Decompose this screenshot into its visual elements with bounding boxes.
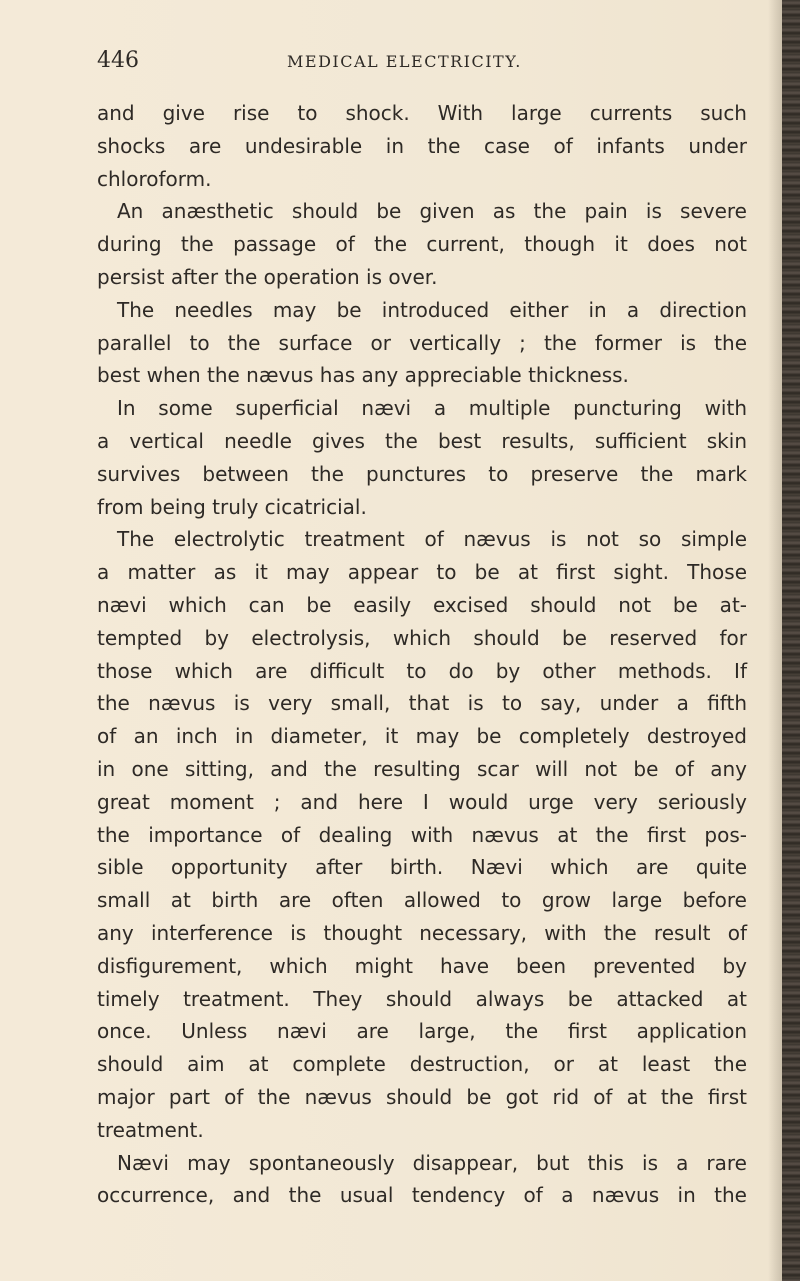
page-header: [97, 48, 747, 88]
text-line: The needles may be introduced either in a direction: [117, 297, 747, 322]
text-line: The electrolytic treatment of nævus is not so simple: [117, 527, 747, 552]
text-line: chloroform.: [97, 166, 212, 191]
text-line: small at birth are often allowed to grow large before: [97, 888, 747, 913]
book-edge: [782, 0, 800, 1281]
text-line: should aim at complete destruction, or at least the: [97, 1052, 747, 1077]
text-line: a matter as it may appear to be at first sight. Those: [97, 560, 747, 585]
text-line: a vertical needle gives the best results, sufficient skin: [97, 428, 747, 453]
text-line: during the passage of the current, though it does not: [97, 232, 747, 257]
text-line: of an inch in diameter, it may be completely destroyed: [97, 724, 747, 749]
text-line: from being truly cicatricial.: [97, 494, 367, 519]
text-line: timely treatment. They should always be attacked at: [97, 986, 747, 1011]
text-line: tempted by electrolysis, which should be reserved for: [97, 625, 747, 650]
text-line: best when the nævus has any appreciable thickness.: [97, 363, 629, 388]
text-line: Nævi may spontaneously disappear, but this is a rare: [117, 1150, 747, 1175]
text-line: the importance of dealing with nævus at the first pos-: [97, 822, 747, 847]
page-number: 446: [97, 48, 139, 73]
text-line: An anæsthetic should be given as the pain is severe: [117, 199, 747, 224]
text-line: the nævus is very small, that is to say, under a fifth: [97, 691, 747, 716]
page-edge-shadow: [768, 0, 782, 1281]
text-line: once. Unless nævi are large, the first application: [97, 1019, 747, 1044]
text-line: in one sitting, and the resulting scar will not be of any: [97, 756, 747, 781]
text-line: major part of the nævus should be got rid of at the first: [97, 1084, 747, 1109]
text-line: and give rise to shock. With large currents such: [97, 101, 747, 125]
text-line: disfigurement, which might have been prevented by: [97, 953, 747, 978]
text-line: survives between the punctures to preserve the mark: [97, 461, 747, 486]
text-line: sible opportunity after birth. Nævi which are quite: [97, 855, 747, 880]
text-line: great moment ; and here I would urge very seriously: [97, 789, 747, 814]
text-line: In some superficial nævi a multiple puncturing with: [117, 396, 747, 421]
running-title: MEDICAL ELECTRICITY.: [287, 52, 522, 71]
body-text: [97, 97, 747, 1212]
text-line: nævi which can be easily excised should not be at-: [97, 592, 747, 617]
text-line: parallel to the surface or vertically ; the former is the: [97, 330, 747, 355]
text-line: occurrence, and the usual tendency of a nævus in the: [97, 1183, 747, 1208]
text-line: those which are difficult to do by other methods. If: [97, 658, 747, 683]
text-line: any interference is thought necessary, with the result of: [97, 920, 747, 945]
text-line: treatment.: [97, 1117, 204, 1142]
text-line: persist after the operation is over.: [97, 264, 438, 289]
text-line: shocks are undesirable in the case of infants under: [97, 133, 747, 158]
